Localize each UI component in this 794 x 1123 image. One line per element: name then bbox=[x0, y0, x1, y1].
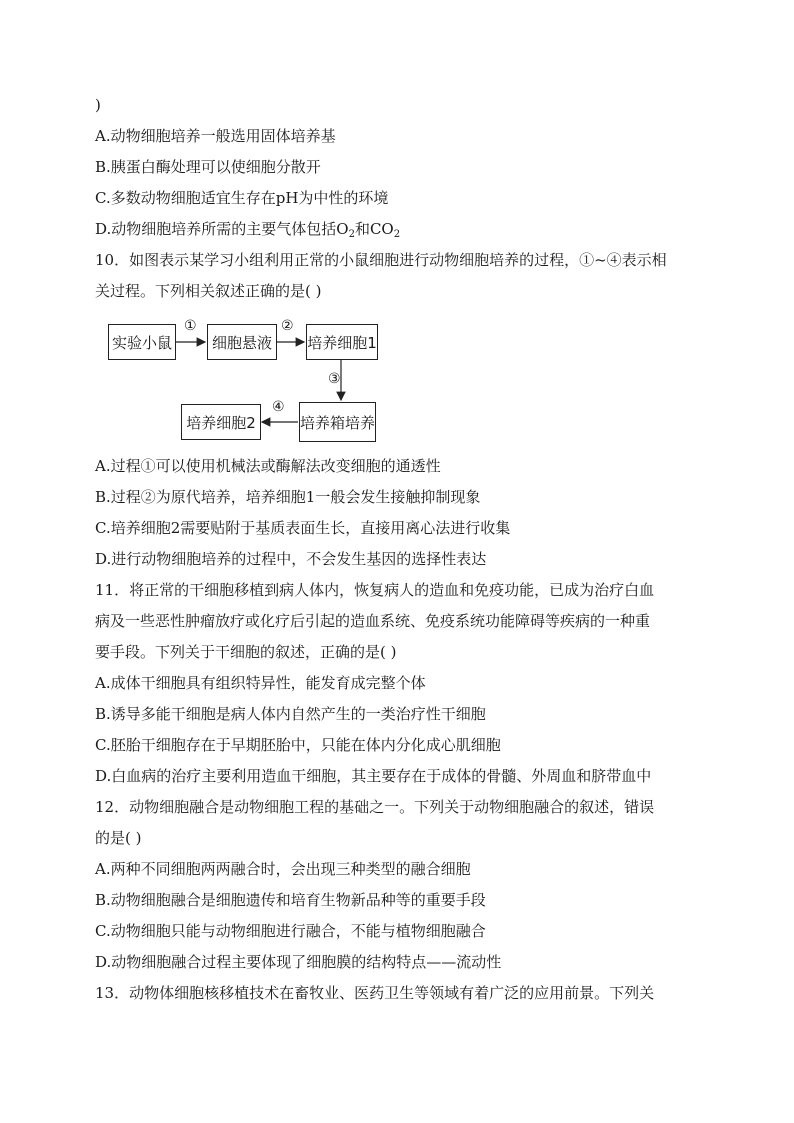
subscript: 2 bbox=[393, 229, 401, 240]
option-d: D.进行动物细胞培养的过程中，不会发生基因的选择性表达 bbox=[95, 550, 487, 568]
subscript: 2 bbox=[348, 229, 355, 240]
box-cultured-cells-1: 培养细胞1 bbox=[306, 324, 378, 360]
step-4-label: ④ bbox=[272, 399, 285, 415]
box-cell-suspension: 细胞悬液 bbox=[207, 324, 277, 360]
text-line: ) bbox=[95, 96, 101, 114]
box-incubator-culture: 培养箱培养 bbox=[299, 402, 376, 442]
option-c: C.培养细胞2需要贴附于基质表面生长，直接用离心法进行收集 bbox=[95, 519, 511, 537]
question-11-stem: 要手段。下列关于干细胞的叙述，正确的是( ) bbox=[95, 643, 397, 661]
option-d: D.白血病的治疗主要利用造血干细胞，其主要存在于成体的骨髓、外周血和脐带血中 bbox=[95, 767, 652, 785]
question-12-stem: 的是( ) bbox=[95, 829, 142, 847]
option-d-text: 和CO bbox=[354, 220, 394, 238]
option-a: A.动物细胞培养一般选用固体培养基 bbox=[95, 127, 336, 145]
question-13-stem: 13．动物体细胞核移植技术在畜牧业、医药卫生等领域有着广泛的应用前景。下列关 bbox=[95, 984, 655, 1002]
step-3-label: ③ bbox=[328, 371, 341, 387]
step-1-label: ① bbox=[184, 318, 197, 334]
question-11-stem: 11．将正常的干细胞移植到病人体内，恢复病人的造血和免疫功能，已成为治疗白血 bbox=[95, 581, 655, 599]
question-11-stem: 病及一些恶性肿瘤放疗或化疗后引起的造血系统、免疫系统功能障碍等疾病的一种重 bbox=[95, 612, 651, 630]
option-c: C.动物细胞只能与动物细胞进行融合，不能与植物细胞融合 bbox=[95, 922, 486, 940]
question-10-stem: 10．如图表示某学习小组利用正常的小鼠细胞进行动物细胞培养的过程，①~④表示相 bbox=[95, 251, 667, 269]
option-a: A.两种不同细胞两两融合时，会出现三种类型的融合细胞 bbox=[95, 860, 471, 878]
option-b: B.诱导多能干细胞是病人体内自然产生的一类治疗性干细胞 bbox=[95, 705, 486, 723]
box-lab-mouse: 实验小鼠 bbox=[108, 324, 176, 360]
question-12-stem: 12．动物细胞融合是动物细胞工程的基础之一。下列关于动物细胞融合的叙述，错误 bbox=[95, 798, 655, 816]
option-c: C.胚胎干细胞存在于早期胚胎中，只能在体内分化成心肌细胞 bbox=[95, 736, 501, 754]
option-a: A.成体干细胞具有组织特异性，能发育成完整个体 bbox=[95, 674, 426, 692]
option-b: B.动物细胞融合是细胞遗传和培育生物新品种等的重要手段 bbox=[95, 891, 486, 909]
option-b: B.过程②为原代培养，培养细胞1一般会发生接触抑制现象 bbox=[95, 488, 481, 506]
option-a: A.过程①可以使用机械法或酶解法改变细胞的通透性 bbox=[95, 457, 441, 475]
option-b: B.胰蛋白酶处理可以使细胞分散开 bbox=[95, 158, 321, 176]
question-10-stem: 关过程。下列相关叙述正确的是( ) bbox=[95, 282, 322, 300]
option-d-text: D.动物细胞培养所需的主要气体包括O bbox=[95, 220, 349, 238]
step-2-label: ② bbox=[281, 318, 294, 334]
option-d: D.动物细胞融合过程主要体现了细胞膜的结构特点——流动性 bbox=[95, 953, 502, 971]
option-c: C.多数动物细胞适宜生存在pH为中性的环境 bbox=[95, 189, 389, 207]
box-cultured-cells-2: 培养细胞2 bbox=[181, 404, 261, 440]
